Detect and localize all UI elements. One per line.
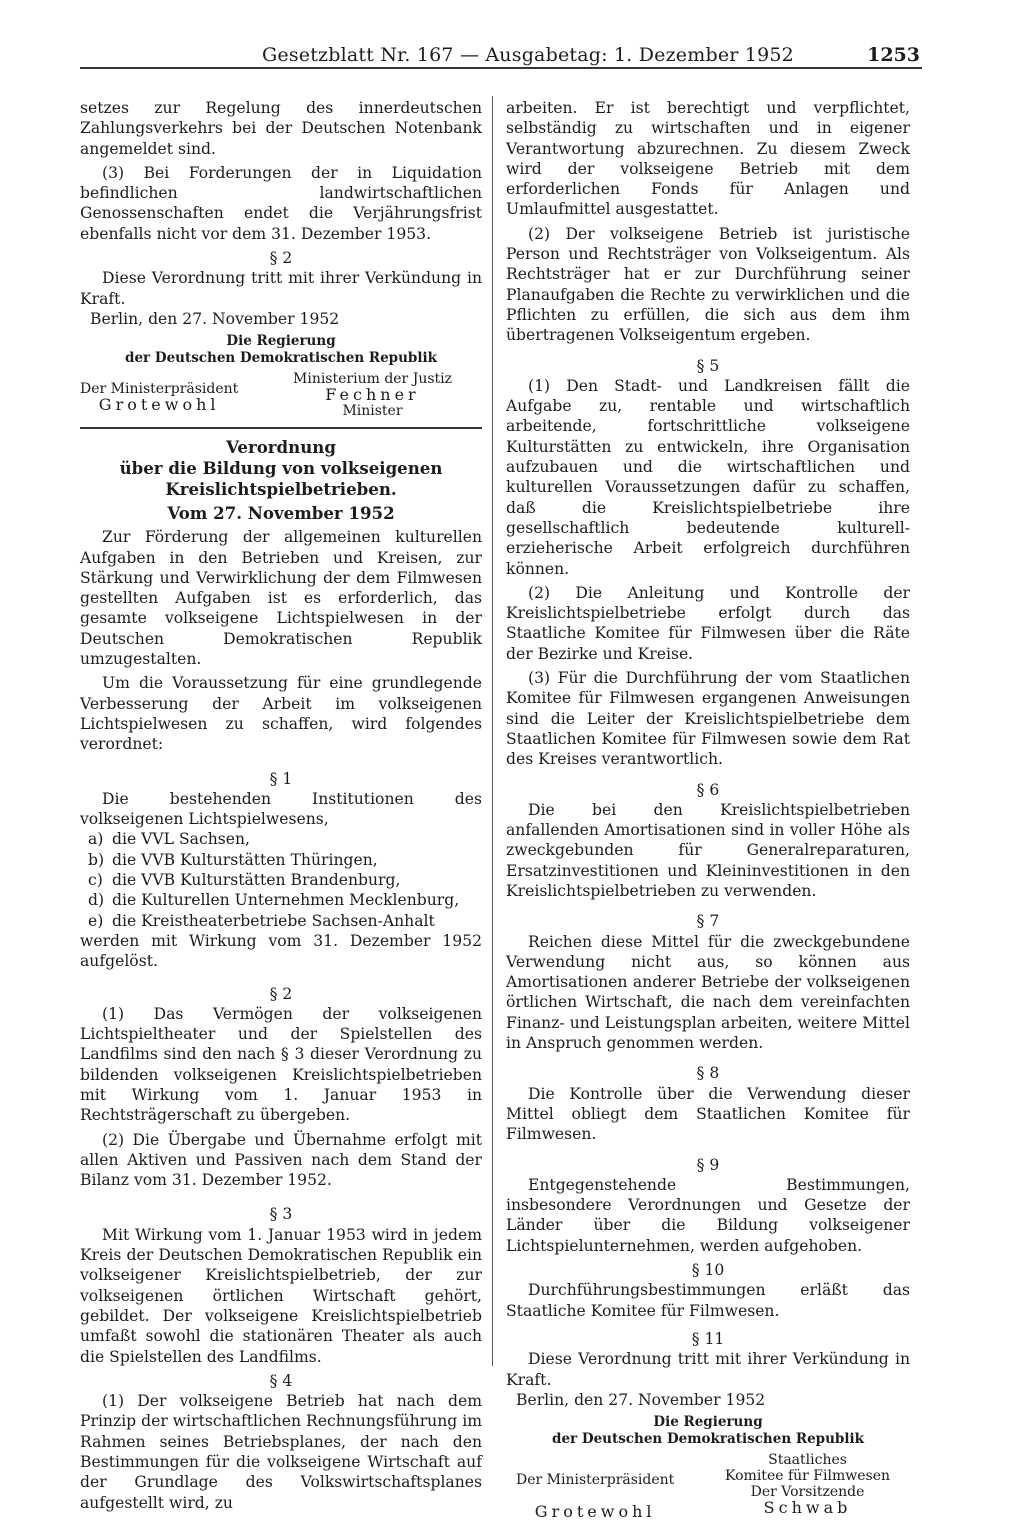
section-text: Die bei den Kreislichtspielbetrieben anfallenden Amortisationen sind in voller Höhe als zweckgebunden für Generalreparaturen, Ersatzinvestitionen und Kleininvestitionen in den Kreislichtspielbetrieben zu verwenden.: [506, 800, 910, 900]
signature-block: [506, 1452, 910, 1520]
signatory-role: Minister: [342, 403, 403, 420]
paragraph-3: (3) Bei Forderungen der in Liquidation befindlichen landwirtschaftlichen Genossenschaften endet die Verjährungsfrist ebenfalls nicht vor dem 31. Dezember 1953.: [80, 163, 482, 243]
continued-paragraph: setzes zur Regelung des innerdeutschen Zahlungsverkehrs bei der Deutschen Notenbank angemeldet sind.: [80, 99, 482, 158]
place-date: Berlin, den 27. November 1952: [516, 1390, 766, 1409]
section-text: Mit Wirkung vom 1. Januar 1953 wird in jedem Kreis der Deutschen Demokratischen Republik ein volkseigener Kreislichtspielbetrieb, der zur volkseigenen örtlichen Wirtschaft gehört, gebildet. Der volkseigene Kreislichtspielbetrieb umfaßt sowohl die stationären Theater als auch die Spielstellen des Landfilms.: [80, 1225, 482, 1366]
page-number: 1253: [867, 44, 920, 66]
signatory-name: Grotewohl: [534, 1502, 656, 1521]
list-text: die Kreistheaterbetriebe Sachsen-Anhalt: [112, 911, 435, 930]
section-heading: § 1: [269, 769, 293, 788]
section-heading: § 8: [696, 1064, 720, 1083]
signatory-title-line: Staatliches: [768, 1452, 847, 1469]
section-text: Diese Verordnung tritt mit ihrer Verkündung in Kraft.: [80, 269, 482, 308]
decree-title-line-1: Verordnung: [226, 437, 336, 458]
section-heading: § 3: [269, 1205, 293, 1224]
list-item: [80, 850, 482, 870]
decree-title-line-3: Kreislichtspielbetrieben.: [165, 479, 397, 500]
list-text: die VVB Kulturstätten Brandenburg,: [112, 871, 401, 890]
section-text: Durchführungsbestimmungen erläßt das Staatliche Komitee für Filmwesen.: [506, 1281, 910, 1320]
section-heading: § 5: [696, 356, 720, 375]
section-heading: § 7: [696, 912, 720, 931]
list-text: die Kulturellen Unternehmen Mecklenburg,: [112, 891, 460, 910]
section-text: (1) Den Stadt- und Landkreisen fällt die Aufgabe zu, rentable und wirtschaftlich arbeitende, fortschrittliche volkseigene Kulturstätten zu entwickeln, ihre Organisation aufzubauen und die wirtschaftlichen und kulturellen Voraussetzungen dafür zu schaffen, daß die Kreislichtspielbetriebe ihre gesellschaftlich bedeutende kulturell-erzieherische Arbeit erfolgreich durchführen können.: [506, 376, 910, 578]
section-text: werden mit Wirkung vom 31. Dezember 1952 aufgelöst.: [80, 931, 482, 971]
section-text: (1) Der volkseigene Betrieb hat nach dem Prinzip der wirtschaftlichen Rechnungsführung im Rahmen seines Betriebsplanes, der nach den Bestimmungen für die volkseigene Wirtschaft auf der Grundlage des Volkswirtschaftsplanes aufgestellt wird, zu: [80, 1392, 482, 1512]
list-label: d): [88, 891, 105, 910]
institution-list: [80, 829, 482, 930]
section-text: Diese Verordnung tritt mit ihrer Verkündung in Kraft.: [506, 1350, 910, 1389]
section-heading: § 2: [269, 249, 293, 268]
section-text: (2) Die Übergabe und Übernahme erfolgt mit allen Aktiven und Passiven nach dem Stand der Bilanz vom 31. Dezember 1952.: [80, 1130, 482, 1190]
list-label: e): [88, 911, 104, 930]
section-divider: [80, 427, 482, 429]
signatory-name: Grotewohl: [98, 395, 220, 415]
signatory-title-line: Komitee für Filmwesen: [725, 1468, 890, 1485]
list-text: die VVB Kulturstätten Thüringen,: [112, 850, 378, 869]
section-heading: § 4: [269, 1371, 293, 1390]
decree-date: Vom 27. November 1952: [167, 503, 395, 524]
preamble-paragraph: Zur Förderung der allgemeinen kulturellen Aufgaben in den Betrieben und Kreisen, zur Stärkung und Verwirklichung der dem Filmwesen gestellten Aufgaben ist es erforderlich, das gesamte volkseigene Lichtspielwesen in der Deutschen Demokratischen Republik umzugestalten.: [80, 528, 482, 669]
list-item: [80, 911, 482, 931]
signatory-title-line: Der Vorsitzende: [750, 1484, 865, 1501]
list-label: a): [88, 830, 104, 849]
government-line-2: der Deutschen Demokratischen Republik: [125, 350, 437, 367]
header-rule: [80, 67, 922, 69]
list-item: [80, 829, 482, 849]
section-heading: § 6: [696, 780, 720, 799]
section-text: (2) Der volkseigene Betrieb ist juristische Person und Rechtsträger von Volkseigentum. Als Rechtsträger hat er zur Durchführung seiner Planaufgaben die Rechte zu verwirklichen und die Pflichten zu erfüllen, die sich aus dem ihm übertragenen Volkseigentum ergeben.: [506, 224, 910, 345]
signatory-title: Der Ministerpräsident: [80, 381, 239, 398]
list-label: c): [88, 871, 103, 890]
continued-paragraph: arbeiten. Er ist berechtigt und verpflichtet, selbständig zu wirtschaften und in eigener Verantwortung abzurechnen. Zu diesem Zweck wird der volkseigene Betrieb mit dem erforderlichen Fonds für Anlagen und Umlaufmittel ausgestattet.: [506, 99, 910, 219]
section-heading: § 11: [691, 1329, 725, 1348]
signatory-title: Ministerium der Justiz: [293, 371, 452, 388]
section-text: Reichen diese Mittel für die zweckgebundene Verwendung nicht aus, so können aus Amortisationen anderer Betriebe der volkseigenen örtlichen Wirtschaft, die nach dem vereinfachten Finanz- und Leistungsplan arbeiten, weitere Mittel in Anspruch genommen werden.: [506, 932, 910, 1053]
right-column: [506, 98, 910, 1520]
section-text: (3) Für die Durchführung der vom Staatlichen Komitee für Filmwesen ergangenen Anweisungen sind die Leiter der Kreislichtspielbetriebe dem Staatlichen Komitee für Filmwesen sowie dem Rat des Kreises verantwortlich.: [506, 669, 910, 769]
section-heading: § 9: [696, 1155, 720, 1174]
signatory-name: Fechner: [325, 385, 420, 405]
signature-block: [80, 371, 482, 419]
list-label: b): [88, 850, 105, 869]
section-text: (2) Die Anleitung und Kontrolle der Kreislichtspielbetriebe erfolgt durch das Staatliche Komitee für Filmwesen über die Räte der Bezirke und Kreise.: [506, 583, 910, 663]
section-heading: § 10: [691, 1261, 725, 1280]
section-text: Entgegenstehende Bestimmungen, insbesondere Verordnungen und Gesetze der Länder über die Bildung volkseigener Lichtspielunternehmen, werden aufgehoben.: [506, 1175, 910, 1255]
section-heading: § 2: [269, 984, 293, 1003]
government-line-1: Die Regierung: [226, 333, 336, 350]
signatory-title: Der Ministerpräsident: [516, 1472, 675, 1489]
gazette-title: Gesetzblatt Nr. 167 — Ausgabetag: 1. Dezember 1952: [262, 44, 794, 66]
left-column: [80, 98, 482, 1513]
section-text: (1) Das Vermögen der volkseigenen Lichtspieltheater und der Spielstellen des Landfilms sind den nach § 3 dieser Verordnung zu bildenden volkseigenen Kreislichtspielbetrieben mit Wirkung vom 1. Januar 1953 in Rechtsträgerschaft zu übergeben.: [80, 1004, 482, 1125]
section-text: Die bestehenden Institutionen des volkseigenen Lichtspielwesens,: [80, 789, 482, 829]
list-item: [80, 870, 482, 890]
list-item: [80, 890, 482, 910]
government-line-1: Die Regierung: [653, 1414, 763, 1431]
signatory-name: Schwab: [763, 1498, 852, 1518]
column-divider: [492, 96, 493, 1366]
place-date: Berlin, den 27. November 1952: [90, 309, 340, 328]
preamble-paragraph: Um die Voraussetzung für eine grundlegende Verbesserung der Arbeit im volkseigenen Lichtspielwesen zu schaffen, wird folgendes verordnet:: [80, 674, 482, 754]
decree-title-line-2: über die Bildung von volkseigenen: [119, 458, 443, 479]
section-text: Die Kontrolle über die Verwendung dieser Mittel obliegt dem Staatlichen Komitee für Filmwesen.: [506, 1084, 910, 1144]
government-line-2: der Deutschen Demokratischen Republik: [552, 1431, 864, 1448]
list-text: die VVL Sachsen,: [112, 830, 250, 849]
